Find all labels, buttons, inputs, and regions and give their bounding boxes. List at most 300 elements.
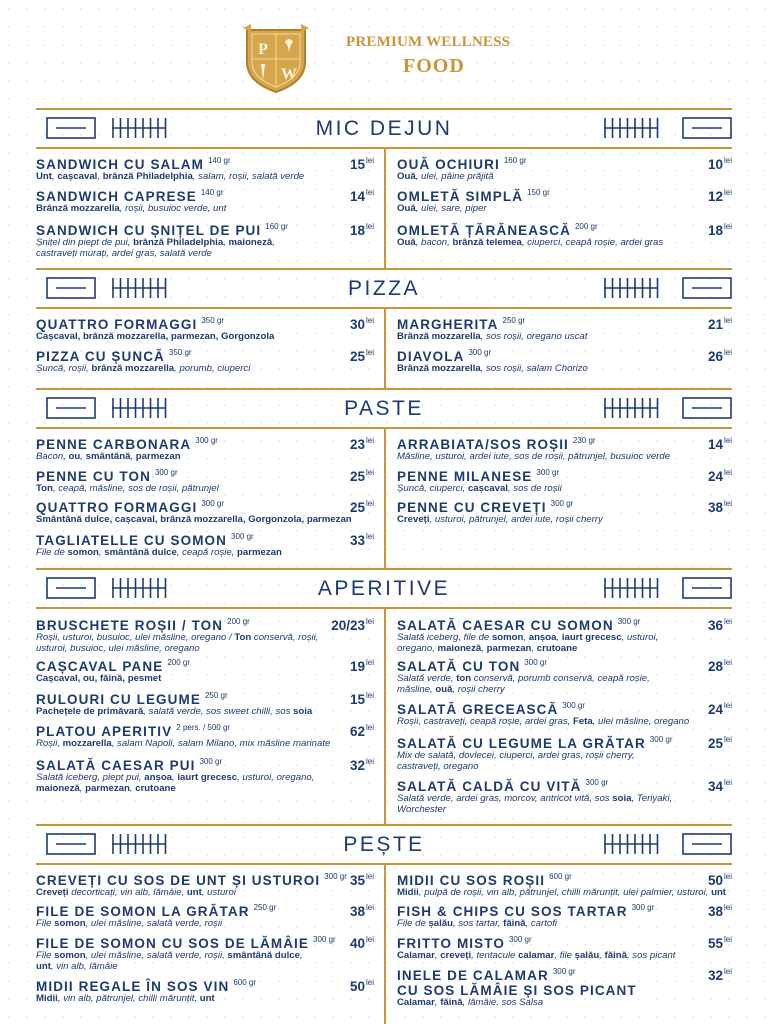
ingredient-text: Salată iceberg, piept pui, [36,772,145,783]
menu-item-description [36,772,374,783]
menu-item-price [350,316,374,332]
ornament-icon [582,271,732,305]
menu-item-name: PENNE MILANESE [397,469,533,484]
ingredient-text: , vin alb, lămâie [50,961,118,972]
price-currency: lei [723,872,732,881]
menu-item-margherita [397,316,732,342]
price-value: 50 [707,873,723,888]
menu-item-description [36,171,374,182]
ingredient-text: , [434,950,441,961]
ingredient-highlight: Ouă [397,203,416,214]
brand-subtitle: FOOD [403,55,465,77]
ingredient-text: , [98,547,105,558]
ingredient-text: , usturoi [201,887,236,898]
menu-item-name: PENNE CU CREVEȚI [397,500,547,515]
menu-item-salata-cu-ton [397,658,732,695]
menu-item-price [350,658,374,674]
ingredient-highlight: iaurt grecesc [177,772,238,783]
menu-item-rulouri-cu-legume [36,691,374,717]
menu-item-price [350,156,374,172]
menu-item-weight: 250 gr [253,903,277,912]
menu-item-sandwich-cu-salam [36,156,374,182]
price-value: 25 [349,469,365,484]
menu-item-name-row [397,499,732,514]
menu-item-salata-caesar-cu-somon [397,617,732,654]
section-title: PEȘTE [343,833,425,856]
menu-item-description [36,783,374,794]
ingredient-text: , [434,997,441,1008]
price-currency: lei [365,436,374,445]
price-currency: lei [723,778,732,787]
price-currency: lei [723,617,732,626]
ingredient-highlight: Ton [234,632,252,643]
menu-item-name: DIAVOLA [397,349,465,364]
svg-text:W: W [281,66,297,83]
price-currency: lei [365,658,374,667]
menu-item-price [350,757,374,773]
ornament-icon [582,571,732,605]
price-value: 38 [707,500,723,515]
ingredient-text: Șnițel din piept de pui, [36,237,134,248]
price-currency: lei [723,436,732,445]
menu-item-name-row [36,691,374,706]
price-value: 26 [707,349,723,364]
menu-item-price [350,348,374,364]
ingredient-highlight: creveți [440,950,472,961]
ingredient-text: , Teriyaki, [631,793,673,804]
menu-item-description [397,997,732,1008]
menu-item-description [36,547,374,558]
menu-item-price [708,658,732,674]
menu-item-name: BRUSCHETE ROȘII / TON [36,618,224,633]
menu-item-name-row [397,156,732,171]
divider [36,824,732,826]
ingredient-text: , vin alb, pătrunjel, chilli mărunțit, [57,993,200,1004]
menu-item-name: FILE DE SOMON LA GRĂTAR [36,904,250,919]
ingredient-text: , usturoi, oregano, [237,772,315,783]
price-value: 50 [349,979,365,994]
menu-item-name: SALATĂ CU LEGUME LA GRĂTAR [397,736,646,751]
menu-item-omleta-simpla [397,188,732,214]
menu-item-weight: 300 gr [536,468,560,477]
menu-item-name: OMLETĂ ȚĂRĂNEASCĂ [397,223,571,238]
svg-text:P: P [258,41,268,58]
price-currency: lei [365,935,374,944]
ingredient-highlight: crutoane [135,783,176,794]
menu-item-file-de-somon-la-gratar [36,903,374,929]
menu-item-name: QUATTRO FORMAGGI [36,500,198,515]
menu-item-weight: 200 gr [574,222,598,231]
ingredient-text: , sos tartar, [453,918,504,929]
menu-item-price [708,499,732,515]
menu-item-inele-de-calamar-cu-sos-lamaie-si-sos-picant [397,967,732,1008]
menu-item-weight: 300 gr [231,532,254,541]
ingredient-text: , ulei măsline, salată verde, roșii [85,918,223,929]
column-divider [384,608,386,824]
menu-item-name: RULOURI CU LEGUME [36,692,201,707]
menu-item-salata-greceasca [397,701,732,727]
ingredient-highlight: Calamar [397,997,435,1008]
menu-item-description [36,248,374,259]
menu-item-price [708,436,732,452]
price-value: 30 [349,317,365,332]
ingredient-highlight: somon [67,547,99,558]
price-currency: lei [723,348,732,357]
menu-item-description [397,918,732,929]
menu-item-price [708,701,732,717]
menu-item-name: TAGLIATELLE CU SOMON [36,533,227,548]
ingredient-text: decorticați, vin alb, lămâie, [68,887,187,898]
price-currency: lei [723,188,732,197]
ingredient-text: , ciuperci, ceapă roșie, ardei gras [521,237,664,248]
ingredient-text: Salată verde, ardei gras, morcov, antricot vită, sos [397,793,613,804]
menu-item-description [397,673,732,684]
ingredient-highlight: Pachețele de primăvară [36,706,144,717]
menu-item-bruschete-rosii-ton [36,617,374,654]
menu-item-name: SANDWICH CU ȘNIȚEL DE PUI [36,223,262,238]
menu-item-price [350,691,374,707]
ingredient-highlight: smântână dulce [227,950,300,961]
menu-item-name-row [36,348,374,363]
menu-item-price [350,935,374,951]
menu-item-name-row [36,532,374,547]
price-value: 28 [707,659,723,674]
menu-item-description [397,750,732,761]
menu-item-description [397,716,732,727]
ingredient-highlight: Creveți [36,887,69,898]
price-currency: lei [365,978,374,987]
menu-item-name-row [397,778,732,793]
menu-item-description [36,918,374,929]
menu-item-name-row [36,499,374,514]
menu-header [0,0,768,100]
ingredient-highlight: maioneză [36,783,80,794]
menu-item-name-row [397,617,732,632]
menu-item-omleta-taraneasca [397,222,732,248]
menu-item-price [350,436,374,452]
ingredient-text: File [36,918,55,929]
ingredient-highlight: somon [491,632,524,643]
menu-item-midii-regale-in-sos-vin [36,978,374,1004]
ingredient-highlight: unt [711,887,726,898]
price-currency: lei [723,468,732,477]
ingredient-text: , sos roșii, oregano uscat [480,331,588,342]
ingredient-text: , cartofi [525,918,558,929]
column-divider [384,428,386,568]
ingredient-highlight: maioneză [228,237,273,248]
price-currency: lei [365,499,374,508]
price-value: 19 [349,659,365,674]
price-currency: lei [365,222,374,231]
price-currency: lei [723,316,732,325]
ingredient-highlight: unt [36,961,51,972]
ingredient-highlight: smântână dulce [104,547,177,558]
ingredient-text: , [80,451,86,462]
ingredient-highlight: iaurt grecesc [561,632,622,643]
price-value: 15 [349,692,365,707]
menu-item-price [708,316,732,332]
menu-item-name: PIZZA CU ȘUNCĂ [36,349,165,364]
section-title: PASTE [344,397,424,420]
ingredient-highlight: Ton [36,483,53,494]
menu-item-diavola [397,348,732,374]
menu-item-price [708,617,732,633]
menu-item-weight: 350 gr [201,316,225,325]
menu-item-weight: 230 gr [572,436,596,445]
ingredient-text: , [272,237,275,248]
price-value: 24 [707,469,723,484]
section-title: PIZZA [347,277,420,300]
menu-item-name-row [36,222,374,237]
menu-item-name-row [36,723,374,738]
ingredient-text: măsline, [397,684,436,695]
menu-item-name-row [36,156,374,171]
ingredient-highlight: brânză Philadelphia [133,237,224,248]
price-value: 25 [349,349,365,364]
ingredient-highlight: șalău [574,950,600,961]
menu-item-name: CU SOS LĂMÂIE ȘI SOS PICANT [397,983,637,998]
menu-item-description [397,684,732,695]
column-divider [384,864,386,1024]
ingredient-highlight: Cașcaval, ou, făină, pesmet [36,673,162,684]
ingredient-highlight: Ouă [397,237,416,248]
price-value: 25 [707,736,723,751]
ingredient-text: , pulpă de roșii, vin alb, pătrunjel, chilli mărunțit, ulei palmier, usturoi, [418,887,712,898]
ingredient-text: , porumb, ciuperci [174,363,251,374]
menu-item-description [36,451,374,462]
menu-item-name: FISH & CHIPS CU SOS TARTAR [397,904,628,919]
ingredient-highlight: somon [54,918,86,929]
ingredient-text: oregano, [397,643,438,654]
menu-item-penne-milanese [397,468,732,494]
ornament-icon [582,111,732,145]
menu-item-price [708,778,732,794]
ingredient-highlight: mozzarella [62,738,112,749]
menu-item-name: QUATTRO FORMAGGI [36,317,198,332]
price-value: 40 [349,936,365,951]
ingredient-text: , bacon, [415,237,453,248]
menu-item-name-row [36,468,374,483]
menu-item-platou-aperitiv [36,723,374,749]
ingredient-text: , sos picant [626,950,676,961]
price-value: 14 [707,437,723,452]
menu-item-price [708,872,732,888]
menu-item-name: SALATĂ CU TON [397,659,521,674]
ingredient-highlight: cașcaval [467,483,508,494]
ingredient-text: , [130,451,136,462]
menu-item-description [36,961,374,972]
price-currency: lei [723,658,732,667]
price-value: 24 [707,702,723,717]
menu-item-oua-ochiuri [397,156,732,182]
menu-item-name-row [36,757,374,772]
price-currency: lei [365,156,374,165]
ingredient-highlight: maioneză [437,643,482,654]
menu-item-price [350,903,374,919]
menu-item-description [397,643,732,654]
menu-item-price [708,967,732,983]
menu-item-description [36,331,374,342]
menu-item-description [397,761,732,772]
menu-item-name: PENNE CARBONARA [36,437,192,452]
ingredient-highlight: șalău [428,918,454,929]
section-banner-paste [36,391,732,425]
price-value: 38 [349,904,365,919]
price-value: 23 [349,437,365,452]
menu-item-name-row [36,188,374,203]
menu-item-quattro-formaggi [36,499,374,525]
ingredient-text: , file [554,950,575,961]
ingredient-highlight: făină [503,918,526,929]
price-value: 10 [707,157,723,172]
menu-item-name: MIDII CU SOS ROȘII [397,873,546,888]
menu-item-name: MIDII REGALE ÎN SOS VIN [36,979,230,994]
ingredient-highlight: Brânză mozzarella [36,203,120,214]
ingredient-highlight: Feta [572,716,593,727]
ingredient-text: , lămâie, sos Salsa [462,997,544,1008]
ingredient-text: , [299,950,303,961]
column-divider [384,148,386,268]
menu-item-name-row [36,903,374,918]
menu-item-description [397,203,732,214]
price-value: 62 [349,724,365,739]
menu-item-midii-cu-sos-rosii [397,872,732,898]
menu-item-pizza-cu-sunca [36,348,374,374]
divider [36,108,732,110]
menu-item-penne-cu-creveti [397,499,732,525]
menu-item-weight: 200 gr [167,658,190,667]
menu-item-weight: 300 gr [550,499,574,508]
price-value: 18 [349,223,365,238]
menu-item-name-row [397,872,732,887]
price-currency: lei [365,903,374,912]
menu-item-name: OUĂ OCHIURI [397,157,500,172]
price-value: 33 [349,533,365,548]
menu-item-weight: 300 gr [201,499,225,508]
ingredient-text: Salată verde, [397,673,457,684]
menu-item-salata-cu-legume-la-gratar [397,735,732,772]
menu-item-name-row [36,436,374,451]
ingredient-text: File de [36,547,68,558]
menu-item-description [36,203,374,214]
ingredient-text: , [51,171,58,182]
price-currency: lei [723,156,732,165]
ingredient-text: Bacon, [36,451,69,462]
menu-item-salata-calda-cu-vita [397,778,732,815]
menu-item-name: CREVEȚI CU SOS DE UNT ȘI USTUROI [36,873,321,888]
price-value: 55 [707,936,723,951]
ingredient-text: , [481,643,487,654]
ornament-icon [582,827,732,861]
menu-item-description [36,632,374,643]
price-currency: lei [723,903,732,912]
menu-item-description [397,793,732,804]
menu-item-price [708,222,732,238]
menu-item-file-de-somon-cu-sos-de-lamaie [36,935,374,972]
ingredient-highlight: făină [604,950,627,961]
ingredient-highlight: brânză mozzarella [91,363,175,374]
ingredient-highlight: smântână [85,451,131,462]
menu-item-description [397,483,732,494]
menu-item-weight: 300 gr [195,436,218,445]
price-value: 12 [707,189,723,204]
menu-item-weight: 300 gr [617,617,641,626]
ingredient-highlight: Ouă [397,171,416,182]
menu-item-description [36,363,374,374]
ingredient-text: , [523,632,529,643]
ingredient-highlight: ouă [435,684,453,695]
menu-item-cascaval-pane [36,658,374,684]
ingredient-highlight: brânză Philadelphia [102,171,193,182]
price-currency: lei [723,499,732,508]
ingredient-highlight: crutoane [536,643,578,654]
ingredient-highlight: Creveți [397,514,430,525]
menu-item-price [350,872,374,888]
ingredient-highlight: parmezan [85,783,130,794]
ingredient-text: castraveți, oregano [397,761,479,772]
menu-item-name: SALATĂ CAESAR CU SOMON [397,618,614,633]
price-value: 32 [349,758,365,773]
section-banner-peste [36,827,732,861]
ingredient-text: , ceapă roșie, [176,547,238,558]
ingredient-highlight: calamar [518,950,555,961]
menu-item-fish-chips-cu-sos-tartar [397,903,732,929]
menu-item-name-row [36,872,374,887]
menu-item-weight: 160 gr [265,222,288,231]
ingredient-text: Roșii, [36,738,63,749]
menu-item-quattro-formaggi [36,316,374,342]
ingredient-text: , [129,783,136,794]
ingredient-text: , [531,643,537,654]
ingredient-highlight: făină [440,997,463,1008]
menu-item-price [708,188,732,204]
section-banner-pizza [36,271,732,305]
ingredient-highlight: parmezan [237,547,282,558]
price-currency: lei [723,222,732,231]
menu-item-name: SALATĂ CALDĂ CU VITĂ [397,779,582,794]
menu-item-weight: 300 gr [649,735,673,744]
menu-item-name: SALATĂ CAESAR PUI [36,758,196,773]
ingredient-highlight: parmezan [135,451,181,462]
menu-item-description [397,331,732,342]
menu-item-weight: 300 gr [199,757,223,766]
menu-item-name: INELE DE CALAMAR [397,968,549,983]
price-currency: lei [723,935,732,944]
ingredient-highlight: cașcaval [57,171,98,182]
ingredient-text: , sos roșii, salam Chorizo [480,363,588,374]
price-value: 34 [707,779,723,794]
menu-item-sandwich-caprese [36,188,374,214]
ingredient-text: , ulei, sare, piper [415,203,487,214]
ingredient-text: , usturoi, pătrunjel, ardei iute, roșii cherry [429,514,603,525]
menu-item-arrabiata-sos-rosii [397,436,732,462]
menu-item-name-row [36,617,374,632]
brand-name: PREMIUM WELLNESS [346,34,511,50]
menu-item-name-row [36,658,374,673]
menu-item-description [397,632,732,643]
ingredient-highlight: Cașcaval, brânză mozzarella, parmezan, Gorgonzola [36,331,275,342]
menu-item-weight: 250 gr [502,316,526,325]
menu-item-weight: 160 gr [503,156,527,165]
price-value: 20/23 [331,618,365,633]
menu-item-creveti-cu-sos-de-unt-si-usturoi [36,872,374,898]
ingredient-text: conservă, porumb conservă, ceapă roșie, [471,673,650,684]
menu-item-description [397,363,732,374]
menu-item-name-row [397,436,732,451]
menu-item-description [36,993,374,1004]
menu-item-weight: 300 gr [524,658,547,667]
ingredient-highlight: brânză telemea [452,237,522,248]
